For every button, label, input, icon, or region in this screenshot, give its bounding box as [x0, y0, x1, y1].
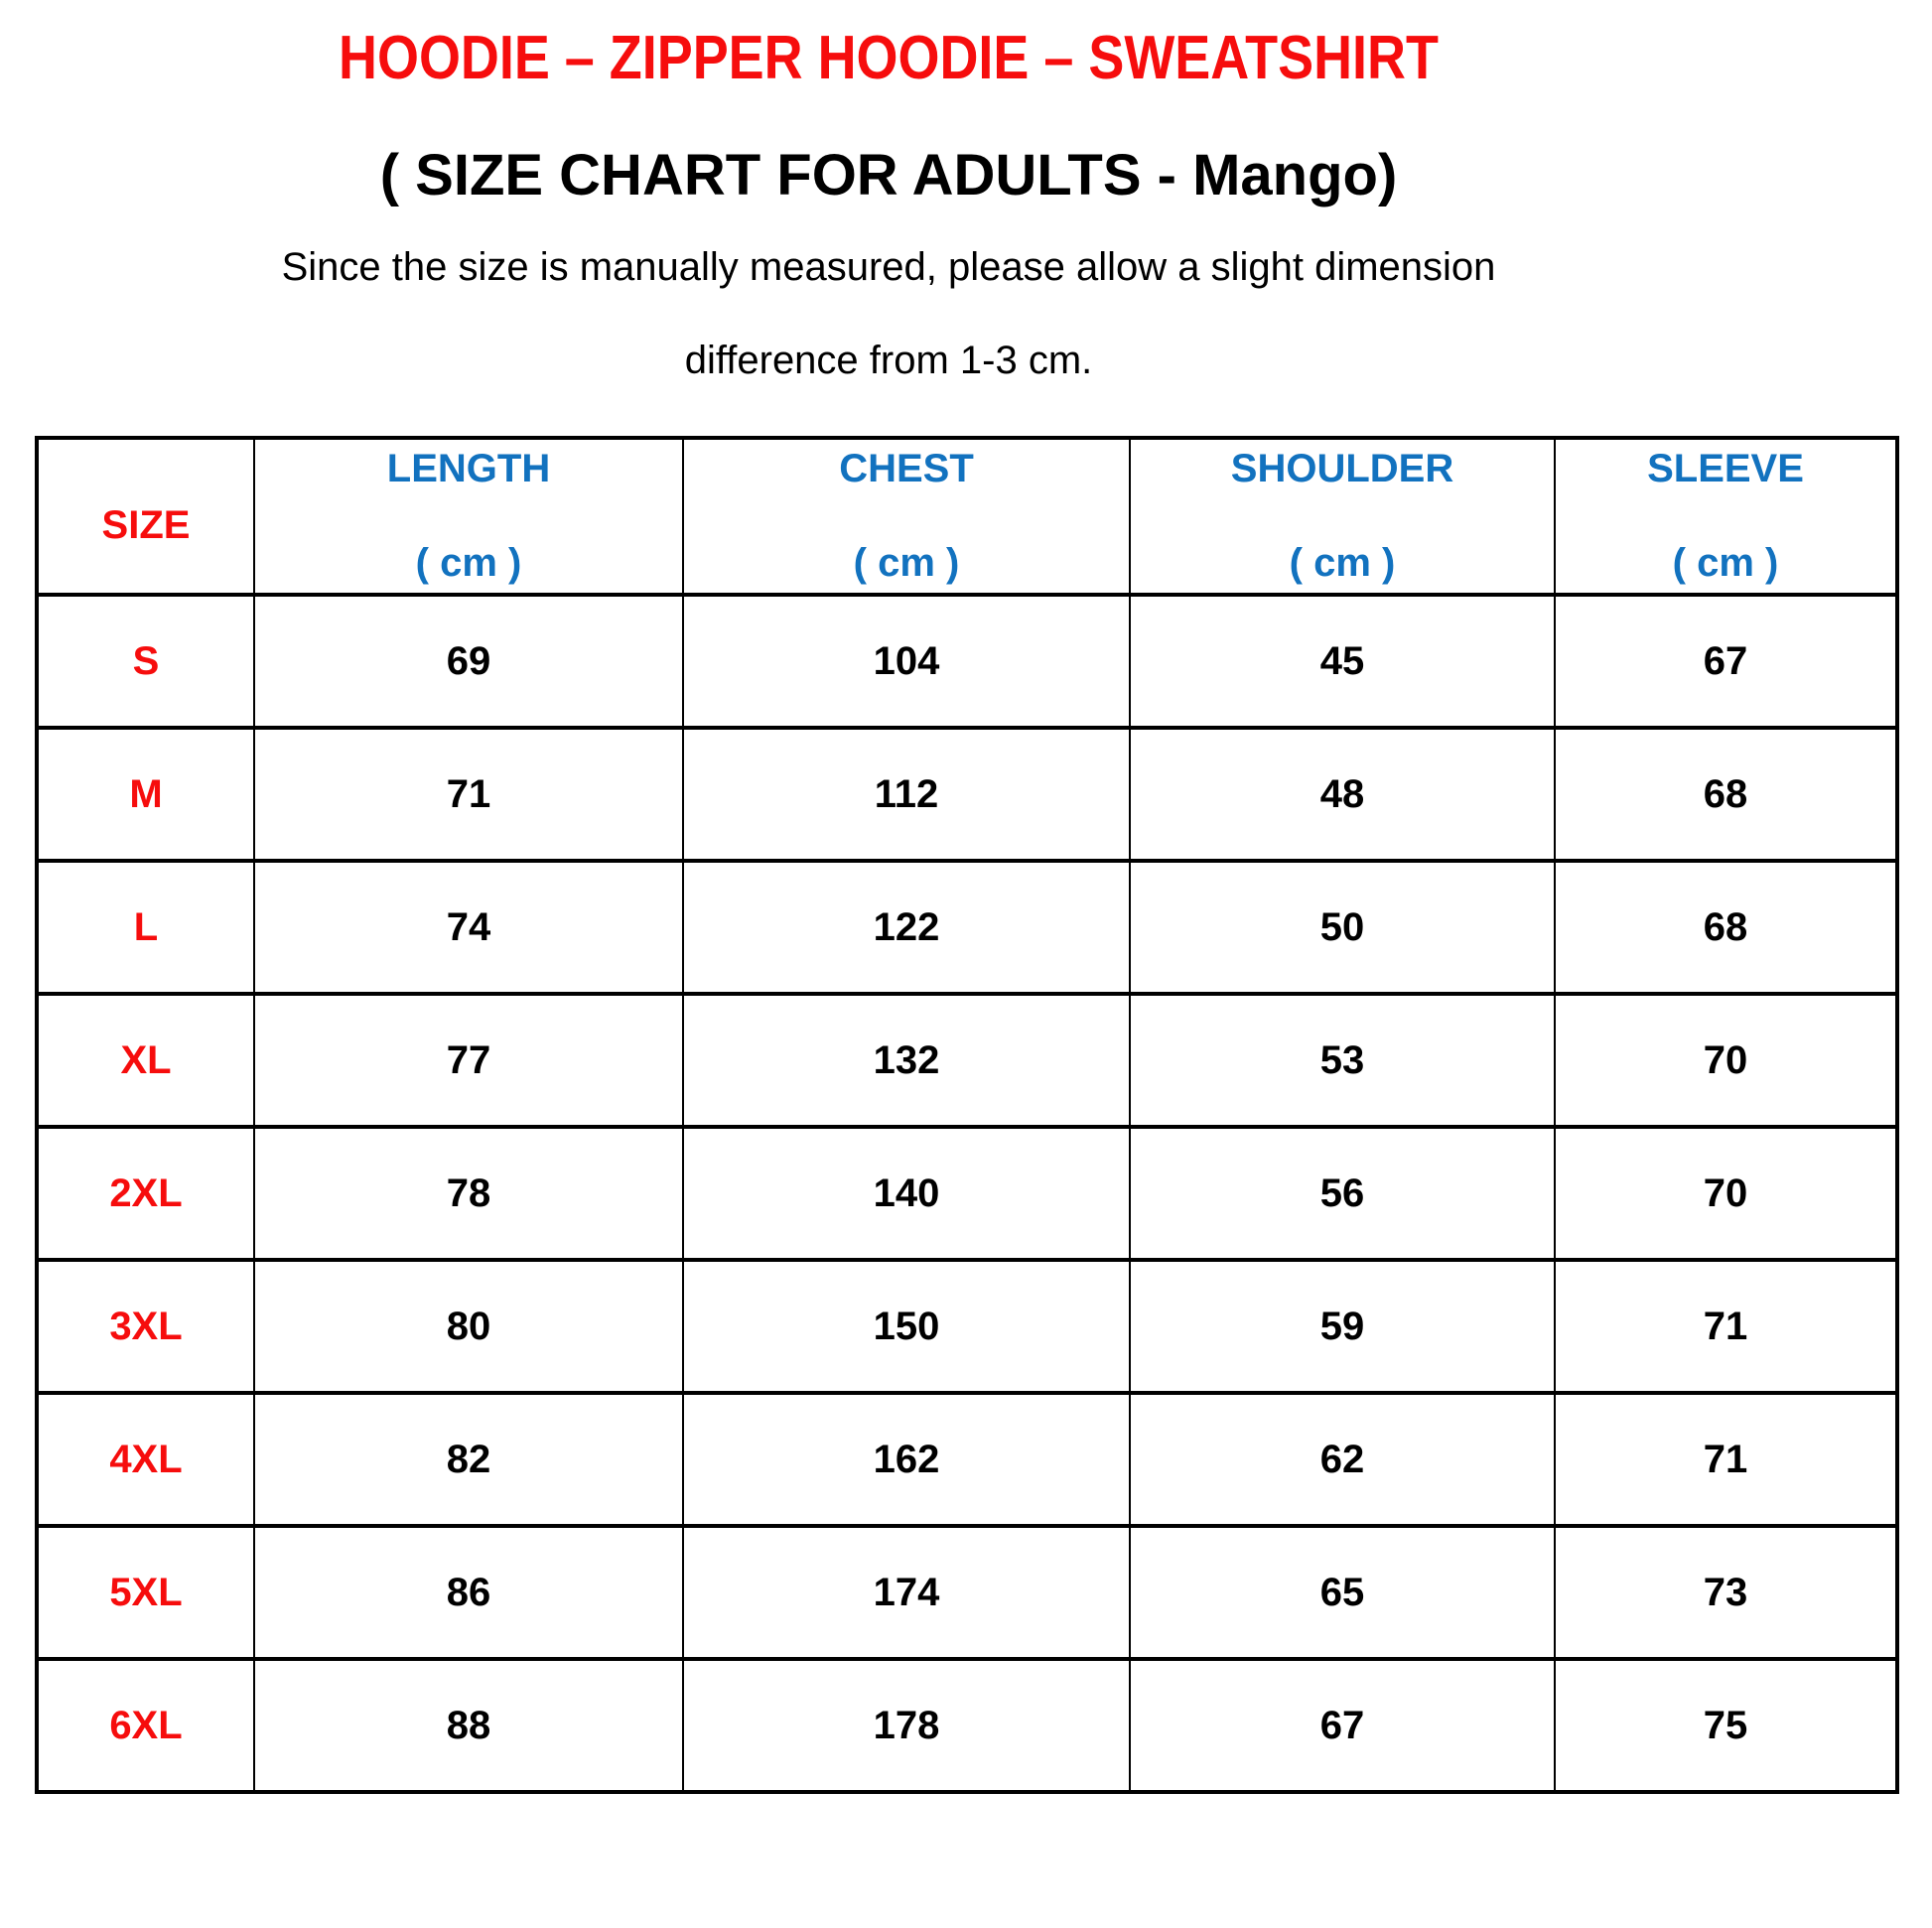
size-label: 3XL	[37, 1260, 254, 1393]
page-title: HOODIE – ZIPPER HOODIE – SWEATSHIRT	[339, 24, 1439, 92]
shoulder-value: 62	[1130, 1393, 1555, 1526]
sleeve-value: 68	[1555, 728, 1897, 861]
length-value: 80	[254, 1260, 683, 1393]
chest-value: 174	[683, 1526, 1130, 1659]
page-subtitle: ( SIZE CHART FOR ADULTS - Mango)	[379, 143, 1398, 207]
table-row-5xl	[37, 1526, 1897, 1659]
column-label: CHEST	[839, 447, 974, 490]
measurement-note-line-1: Since the size is manually measured, please allow a slight dimension	[281, 245, 1496, 289]
column-label: LENGTH	[386, 447, 551, 490]
chest-value: 112	[683, 728, 1130, 861]
chest-value: 178	[683, 1659, 1130, 1792]
column-header-length	[254, 438, 683, 595]
sleeve-value: 71	[1555, 1393, 1897, 1526]
table-row-6xl	[37, 1659, 1897, 1792]
table-row-xl	[37, 994, 1897, 1127]
chest-value: 104	[683, 595, 1130, 728]
column-unit: ( cm )	[415, 541, 522, 585]
chest-value: 140	[683, 1127, 1130, 1260]
chest-value: 132	[683, 994, 1130, 1127]
column-unit: ( cm )	[1672, 541, 1779, 585]
column-label: SIZE	[101, 502, 191, 547]
column-header-sleeve	[1555, 438, 1897, 595]
length-value: 74	[254, 861, 683, 994]
column-label: SLEEVE	[1647, 447, 1804, 490]
column-header-size	[37, 438, 254, 595]
size-label: 2XL	[37, 1127, 254, 1260]
sleeve-value: 68	[1555, 861, 1897, 994]
sleeve-value: 67	[1555, 595, 1897, 728]
table-header-row	[37, 438, 1897, 595]
shoulder-value: 59	[1130, 1260, 1555, 1393]
length-value: 78	[254, 1127, 683, 1260]
size-label: 6XL	[37, 1659, 254, 1792]
table-row-2xl	[37, 1127, 1897, 1260]
size-label: M	[37, 728, 254, 861]
shoulder-value: 56	[1130, 1127, 1555, 1260]
table-row-3xl	[37, 1260, 1897, 1393]
length-value: 71	[254, 728, 683, 861]
shoulder-value: 48	[1130, 728, 1555, 861]
size-label: S	[37, 595, 254, 728]
sleeve-value: 70	[1555, 1127, 1897, 1260]
length-value: 77	[254, 994, 683, 1127]
sleeve-value: 73	[1555, 1526, 1897, 1659]
size-chart-table	[35, 436, 1899, 1794]
table-row-s	[37, 595, 1897, 728]
shoulder-value: 45	[1130, 595, 1555, 728]
table-row-4xl	[37, 1393, 1897, 1526]
length-value: 82	[254, 1393, 683, 1526]
shoulder-value: 65	[1130, 1526, 1555, 1659]
length-value: 86	[254, 1526, 683, 1659]
size-label: L	[37, 861, 254, 994]
size-label: 5XL	[37, 1526, 254, 1659]
chest-value: 162	[683, 1393, 1130, 1526]
sleeve-value: 75	[1555, 1659, 1897, 1792]
length-value: 69	[254, 595, 683, 728]
length-value: 88	[254, 1659, 683, 1792]
table-row-l	[37, 861, 1897, 994]
size-label: 4XL	[37, 1393, 254, 1526]
shoulder-value: 53	[1130, 994, 1555, 1127]
shoulder-value: 67	[1130, 1659, 1555, 1792]
size-label: XL	[37, 994, 254, 1127]
column-header-chest	[683, 438, 1130, 595]
sleeve-value: 71	[1555, 1260, 1897, 1393]
chest-value: 150	[683, 1260, 1130, 1393]
measurement-note-line-2: difference from 1-3 cm.	[684, 339, 1093, 382]
header-block	[0, 0, 1777, 383]
table-row-m	[37, 728, 1897, 861]
column-unit: ( cm )	[1289, 541, 1396, 585]
sleeve-value: 70	[1555, 994, 1897, 1127]
chest-value: 122	[683, 861, 1130, 994]
column-header-shoulder	[1130, 438, 1555, 595]
column-unit: ( cm )	[853, 541, 960, 585]
shoulder-value: 50	[1130, 861, 1555, 994]
column-label: SHOULDER	[1230, 447, 1454, 490]
